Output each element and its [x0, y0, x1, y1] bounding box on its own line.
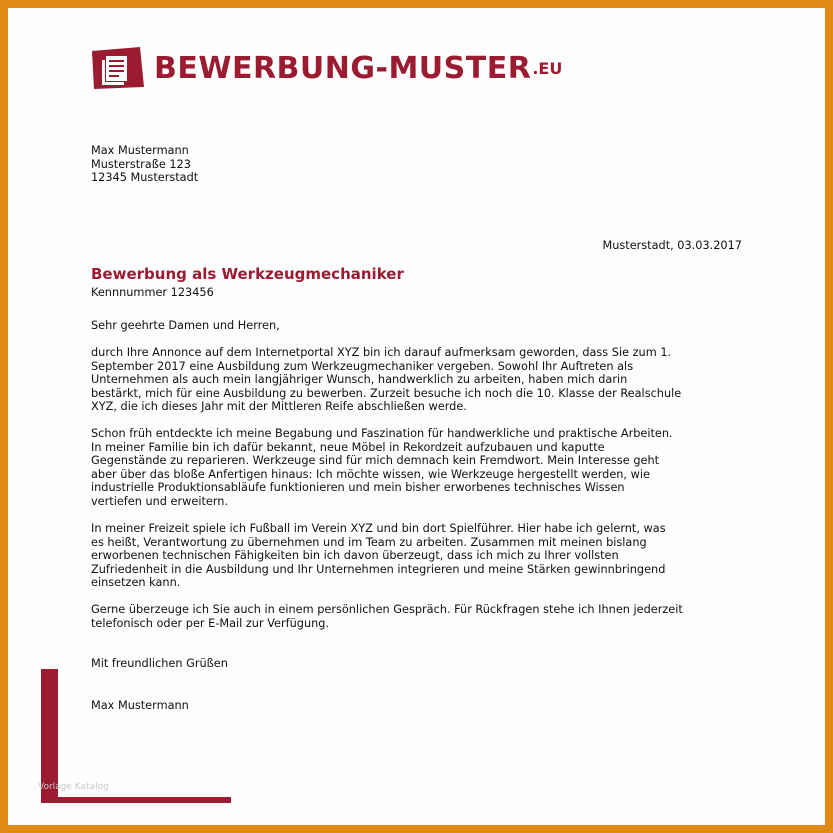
decorative-bar-horizontal: [41, 797, 231, 803]
salutation: Sehr geehrte Damen und Herren,: [91, 319, 280, 332]
brand-logo: [92, 46, 562, 90]
letter-subject: Bewerbung als Werkzeugmechaniker: [91, 265, 404, 283]
paragraph-line: Gerne überzeuge ich Sie auch in einem persönlichen Gespräch. Für Rückfragen stehe ich Ihnen jederzeit: [91, 603, 683, 616]
paragraph-line: industrielle Produktionsabläufe funktionieren und mein bisher erworbenes technisches Wissen: [91, 481, 625, 494]
paragraph-line: XYZ, die ich dieses Jahr mit der Mittleren Reife abschließen werde.: [91, 400, 467, 413]
paragraph-line: es heißt, Verantwortung zu übernehmen und im Team zu arbeiten. Zusammen mit meinen bislang: [91, 535, 647, 549]
paragraph-line: In meiner Freizeit spiele ich Fußball im Verein XYZ und bin dort Spielführer. Hier habe ich gelernt, was: [91, 522, 666, 535]
paragraph-line: September 2017 eine Ausbildung zum Werkzeugmechaniker vergeben. Sowohl Ihr Auftreten als: [91, 359, 634, 373]
sender-city: 12345 Musterstadt: [91, 171, 199, 184]
paragraph-line: Zufriedenheit in die Ausbildung und Ihr Unternehmen integrieren und meine Stärken gewinnbringend: [91, 562, 666, 576]
paragraph-line: erworbenen technischen Fähigkeiten bin ich davon überzeugt, dass ich mich zu Ihrer vollsten: [91, 549, 619, 562]
brand-name: BEWERBUNG-MUSTER: [154, 50, 532, 86]
paragraph-line: durch Ihre Annonce auf dem Internetportal XYZ bin ich darauf aufmerksam geworden, dass Sie zum 1.: [91, 346, 672, 359]
closing-phrase: Mit freundlichen Grüßen: [91, 657, 228, 670]
paragraph-4: [91, 603, 683, 630]
paragraph-line: telefonisch oder per E-Mail zur Verfügung.: [91, 616, 330, 630]
paragraph-line: Schon früh entdeckte ich meine Begabung und Faszination für handwerkliche und praktische Arbeiten.: [91, 427, 673, 440]
paragraph-line: Unternehmen als auch mein langjähriger Wunsch, handwerklich zu arbeiten, haben mich darin: [91, 373, 628, 386]
paragraph-3: [91, 522, 666, 590]
signature-name: Max Mustermann: [91, 699, 189, 712]
brand-tld: .EU: [532, 58, 563, 78]
date-line: Musterstadt, 03.03.2017: [602, 239, 742, 252]
document-icon: [92, 47, 144, 89]
sender-address: [91, 144, 198, 185]
sender-street: Musterstraße 123: [91, 157, 191, 171]
paragraph-line: bestärkt, mich für eine Ausbildung zu bewerben. Zurzeit besuche ich noch die 10. Klasse der Realschule: [91, 386, 682, 400]
paragraph-line: einsetzen kann.: [91, 576, 181, 589]
paragraph-line: Gegenstände zu reparieren. Werkzeuge sind für mich demnach kein Fremdwort. Mein Interesse geht: [91, 454, 660, 467]
letter-page: [8, 8, 825, 825]
sender-name: Max Mustermann: [91, 144, 189, 157]
reference-number: Kennnummer 123456: [91, 286, 214, 299]
paragraph-1: [91, 346, 681, 414]
paragraph-line: vertiefen und erweitern.: [91, 494, 229, 508]
watermark: Vorlage Katalog: [38, 782, 109, 792]
paragraph-line: In meiner Familie bin ich dafür bekannt, neue Möbel in Rekordzeit aufzubauen und kaputte: [91, 440, 605, 454]
paragraph-2: [91, 427, 673, 508]
paragraph-line: aber über das bloße Anfertigen hinaus: Ich möchte wissen, wie Werkzeuge hergestellt werden, wie: [91, 467, 650, 481]
